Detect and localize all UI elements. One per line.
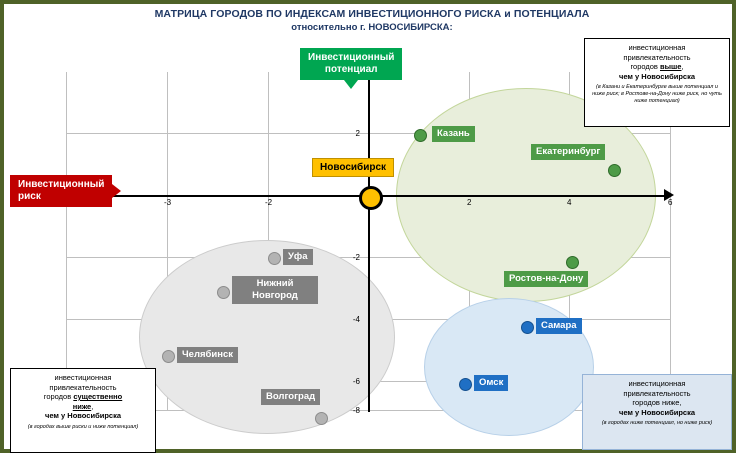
note-tr-line3a: городов xyxy=(630,62,660,71)
note-top-right xyxy=(584,38,730,127)
y-tick-label: -6 xyxy=(352,377,360,386)
data-point-kazan[interactable] xyxy=(414,129,427,142)
note-br-line1: инвестиционная xyxy=(628,379,686,388)
note-tr-line3b: , xyxy=(681,62,684,71)
note-bl-line3u: существенно xyxy=(73,392,123,401)
data-point-ufa[interactable] xyxy=(268,252,281,265)
x-tick-label: -3 xyxy=(164,198,172,207)
data-label-ufa: Уфа xyxy=(283,249,313,265)
data-label-chelyabinsk: Челябинск xyxy=(177,347,238,363)
note-bl-line3a: городов xyxy=(43,392,74,401)
note-bl-line2: привлекательность xyxy=(49,382,117,392)
note-tr-line4: чем у Новосибирска xyxy=(618,71,695,81)
note-bl-line1: инвестиционная xyxy=(54,373,112,382)
data-point-rostov[interactable] xyxy=(566,256,579,269)
note-tr-line1: инвестиционная xyxy=(628,43,686,52)
x-tick-label: 6 xyxy=(668,198,673,207)
data-label-omsk: Омск xyxy=(474,375,508,391)
note-tr-line2: привлекательность xyxy=(623,52,691,62)
x-axis-title-line2: риск xyxy=(18,191,41,202)
note-br-line2: привлекательность xyxy=(623,388,691,398)
note-tr-line3u: выше xyxy=(660,62,682,71)
note-bl-small: (в городах выше риски и ниже потенциал) xyxy=(27,423,139,430)
y-tick-label: -4 xyxy=(352,315,360,324)
data-point-samara[interactable] xyxy=(521,321,534,334)
y-axis-title xyxy=(300,48,402,80)
x-tick-label: 4 xyxy=(567,198,572,207)
data-label-novosibirsk: Новосибирск xyxy=(312,158,394,177)
note-br-small: (в городах ниже потенциал, но ниже риск) xyxy=(601,420,713,426)
data-point-omsk[interactable] xyxy=(459,378,472,391)
note-bl-line4b: , xyxy=(91,401,94,411)
note-bl-line5: чем у Новосибирска xyxy=(44,411,121,420)
x-tick-label: -2 xyxy=(265,198,273,207)
note-bottom-right xyxy=(582,374,732,450)
note-bottom-left xyxy=(10,368,156,453)
x-axis-title xyxy=(10,175,112,207)
y-axis-title-line1: Инвестиционный xyxy=(308,52,395,63)
y-tick-label: 2 xyxy=(355,129,360,138)
data-label-nizhny-novgorod xyxy=(232,276,318,304)
x-tick-label: 2 xyxy=(467,198,472,207)
data-label-volgograd: Волгоград xyxy=(261,389,320,405)
data-point-nizhny-novgorod[interactable] xyxy=(217,286,230,299)
chart-title-block xyxy=(4,8,736,33)
note-bl-line4u: ниже xyxy=(72,401,92,411)
y-tick-label: -2 xyxy=(352,253,360,262)
note-br-line4: чем у Новосибирска xyxy=(618,407,695,417)
data-label-ekaterinburg: Екатеринбург xyxy=(531,144,605,160)
y-axis xyxy=(368,70,370,412)
data-point-ekaterinburg[interactable] xyxy=(608,164,621,177)
data-label-samara: Самара xyxy=(536,318,582,334)
data-label-kazan: Казань xyxy=(432,126,475,142)
page-subtitle: относительно г. НОВОСИБИРСКА: xyxy=(291,22,453,33)
data-label-rostov: Ростов-на-Дону xyxy=(504,271,588,287)
note-tr-small: (в Казани и Екатеринбурге выше потенциал и ниже риск; в Ростове-на-Дону ниже риск, но чуть ниже потенциал) xyxy=(592,84,722,104)
gridline-v xyxy=(66,72,67,410)
y-axis-title-line2: потенциал xyxy=(324,64,378,75)
y-tick-label: -8 xyxy=(352,406,360,415)
data-label-nn-line1: Нижний xyxy=(256,278,294,289)
page-title: МАТРИЦА ГОРОДОВ ПО ИНДЕКСАМ ИНВЕСТИЦИОННОГО РИСКА и ПОТЕНЦИАЛА xyxy=(154,8,590,20)
x-axis-title-line1: Инвестиционный xyxy=(18,179,105,190)
data-point-novosibirsk[interactable] xyxy=(359,186,383,210)
data-label-nn-line2: Новгород xyxy=(252,290,298,301)
note-br-line3: городов ниже, xyxy=(632,398,682,407)
data-point-volgograd[interactable] xyxy=(315,412,328,425)
data-point-chelyabinsk[interactable] xyxy=(162,350,175,363)
